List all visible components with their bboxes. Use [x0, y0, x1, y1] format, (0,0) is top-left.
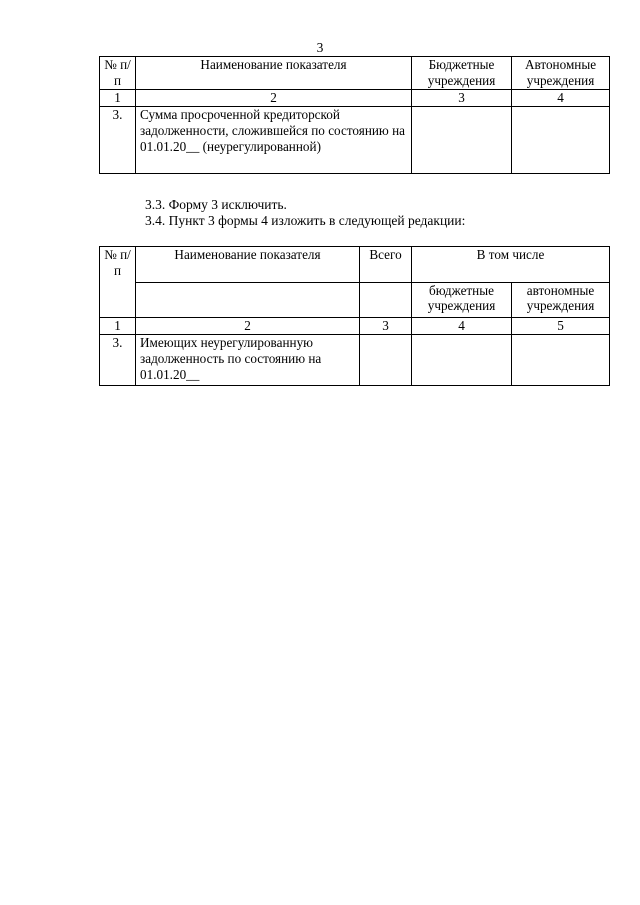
table-2-index-5: 5 — [512, 318, 610, 335]
table-2 — [99, 246, 610, 386]
table-1-row-3 — [100, 106, 610, 173]
page-number: 3 — [316, 40, 324, 55]
table-1-header-name: Наименование показателя — [136, 57, 412, 90]
table-1-index-3: 3 — [412, 90, 512, 107]
table-2-subheader-row — [100, 282, 610, 318]
table-2-index-row — [100, 318, 610, 335]
table-1-index-1: 1 — [100, 90, 136, 107]
table-2-header-autonomous: автономные учреждения — [512, 282, 610, 318]
table-1-index-row — [100, 90, 610, 107]
table-1 — [99, 56, 610, 174]
table-1-row-num: 3. — [100, 106, 136, 173]
table-1-index-2: 2 — [136, 90, 412, 107]
table-2-index-1: 1 — [100, 318, 136, 335]
table-1-row-autonomous-value — [512, 106, 610, 173]
table-2-header-num: № п/п — [100, 247, 136, 318]
table-2-subheader-empty-name — [136, 282, 360, 318]
table-2-row-budget-value — [412, 334, 512, 385]
table-1-header-num: № п/п — [100, 57, 136, 90]
table-1-row-name: Сумма просроченной кредиторской задолженности, сложившейся по состоянию на 01.01.20__ (неурегулированной) — [136, 106, 412, 173]
table-2-row-total-value — [360, 334, 412, 385]
paragraph-3-4: 3.4. Пункт 3 формы 4 изложить в следующей редакции: — [145, 213, 466, 228]
table-1-header-budget: Бюджетные учреждения — [412, 57, 512, 90]
paragraph-3-3: 3.3. Форму 3 исключить. — [145, 197, 287, 212]
table-2-header-row — [100, 247, 610, 283]
table-2-header-total: Всего — [360, 247, 412, 283]
table-2-row-autonomous-value — [512, 334, 610, 385]
table-2-header-budget: бюджетные учреждения — [412, 282, 512, 318]
table-1-header-row — [100, 57, 610, 90]
table-2-row-name: Имеющих неурегулированную задолженность по состоянию на 01.01.20__ — [136, 334, 360, 385]
table-2-row-3 — [100, 334, 610, 385]
table-2-index-4: 4 — [412, 318, 512, 335]
table-2-subheader-empty-total — [360, 282, 412, 318]
table-2-header-name: Наименование показателя — [136, 247, 360, 283]
table-2-index-3: 3 — [360, 318, 412, 335]
table-2-row-num: 3. — [100, 334, 136, 385]
table-2-index-2: 2 — [136, 318, 360, 335]
table-1-row-budget-value — [412, 106, 512, 173]
table-1-header-autonomous: Автономные учреждения — [512, 57, 610, 90]
table-2-header-including: В том числе — [412, 247, 610, 283]
table-1-index-4: 4 — [512, 90, 610, 107]
